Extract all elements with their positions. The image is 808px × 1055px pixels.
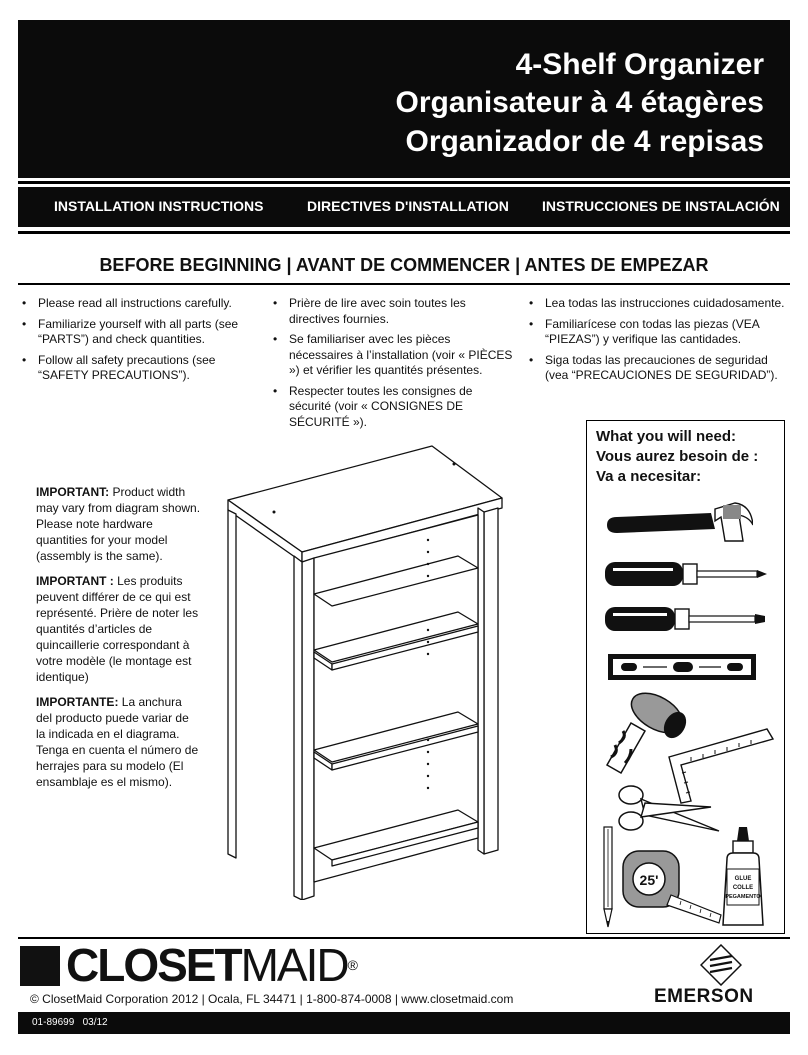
important-english bbox=[36, 484, 201, 564]
important-spanish bbox=[36, 694, 201, 790]
list-item: • Lea todas las instrucciones cuidadosamente. bbox=[529, 296, 791, 312]
list-item: • Siga todas las precauciones de seguridad (vea “PRECAUCIONES DE SEGURIDAD”). bbox=[529, 353, 791, 384]
instructions-band bbox=[18, 187, 790, 227]
tools-title-english: What you will need: bbox=[596, 428, 737, 445]
closetmaid-logo bbox=[66, 940, 358, 990]
logo-text-bold: CLOSET bbox=[66, 939, 241, 991]
title-spanish: Organizador de 4 repisas bbox=[405, 125, 764, 158]
instructions-french: DIRECTIVES D'INSTALLATION bbox=[307, 198, 509, 214]
glue-label: PEGAMENTO bbox=[725, 894, 761, 900]
important-label: IMPORTANTE: bbox=[36, 695, 119, 709]
part-number: 01-89699 03/12 bbox=[32, 1017, 108, 1028]
list-item: • Please read all instructions carefully. bbox=[22, 296, 252, 312]
flat-screwdriver-icon bbox=[603, 603, 768, 635]
title-band bbox=[18, 20, 790, 178]
level-icon bbox=[607, 653, 757, 681]
hammer-icon bbox=[603, 499, 753, 545]
important-notes bbox=[36, 484, 201, 799]
registered-mark: ® bbox=[347, 957, 358, 973]
bullets-english bbox=[22, 296, 252, 389]
logo-text-light: MAID bbox=[240, 939, 348, 991]
glue-label: COLLE bbox=[732, 885, 754, 891]
divider bbox=[18, 181, 790, 184]
brand-square-mark bbox=[20, 946, 60, 986]
tools-title bbox=[596, 427, 758, 487]
glue-bottle-icon bbox=[717, 825, 769, 931]
important-label: IMPORTANT : bbox=[36, 574, 114, 588]
list-item: • Se familiariser avec les pièces nécessaires à l’installation (voir « PIÈCES ») et vérifier les quantités présentes. bbox=[273, 332, 513, 379]
important-text: La anchura del producto puede variar de la indicada en el diagrama. Tenga en cuenta el número de herrajes para su modelo (El ensamblaje es el mismo). bbox=[36, 695, 199, 789]
tools-title-spanish: Va a necesitar: bbox=[596, 468, 702, 485]
phillips-screwdriver-icon bbox=[603, 558, 768, 590]
list-item: • Familiarícese con todas las piezas (VEA “PIEZAS”) y verifique las cantidades. bbox=[529, 317, 791, 348]
instructions-english: INSTALLATION INSTRUCTIONS bbox=[54, 198, 264, 214]
tools-needed-box bbox=[586, 420, 785, 934]
divider bbox=[18, 283, 790, 285]
emerson-logo-icon bbox=[700, 944, 742, 986]
bullets-french bbox=[273, 296, 513, 435]
tape-label: 25' bbox=[639, 872, 659, 888]
title-english: 4-Shelf Organizer bbox=[515, 48, 764, 81]
pencil-icon bbox=[601, 825, 615, 929]
before-beginning-heading: BEFORE BEGINNING | AVANT DE COMMENCER | ANTES DE EMPEZAR bbox=[99, 255, 709, 275]
tools-title-french: Vous aurez besoin de : bbox=[596, 448, 759, 465]
part-number-band bbox=[18, 1012, 790, 1034]
list-item: • Prière de lire avec soin toutes les directives fournies. bbox=[273, 296, 513, 327]
shelf-organizer-illustration bbox=[222, 440, 512, 900]
important-label: IMPORTANT: bbox=[36, 485, 110, 499]
copyright-line: © ClosetMaid Corporation 2012 | Ocala, FL 34471 | 1-800-874-0008 | www.closetmaid.com bbox=[30, 992, 514, 1006]
list-item: • Respecter toutes les consignes de sécurité (voir « CONSIGNES DE SÉCURITÉ »). bbox=[273, 384, 513, 431]
list-item: • Familiarize yourself with all parts (see “PARTS”) and check quantities. bbox=[22, 317, 252, 348]
tape-measure-icon bbox=[621, 845, 727, 925]
important-text: Product width may vary from diagram shown. Please note hardware quantities for your model (assembly is the same). bbox=[36, 485, 201, 563]
bullets-spanish bbox=[529, 296, 791, 389]
emerson-wordmark: EMERSON bbox=[654, 986, 754, 1007]
important-french bbox=[36, 573, 201, 685]
divider bbox=[18, 231, 790, 234]
important-text: Les produits peuvent différer de ce qui est représenté. Prière de noter les quantités d’articles de quincaillerie correspondant à votre modèle (le montage est identique) bbox=[36, 574, 199, 684]
list-item: • Follow all safety precautions (see “SAFETY PRECAUTIONS”). bbox=[22, 353, 252, 384]
instructions-spanish: INSTRUCCIONES DE INSTALACIÓN bbox=[542, 198, 780, 214]
glue-label: GLUE bbox=[734, 876, 752, 882]
scissors-icon bbox=[615, 781, 725, 841]
title-french: Organisateur à 4 étagères bbox=[395, 86, 764, 119]
